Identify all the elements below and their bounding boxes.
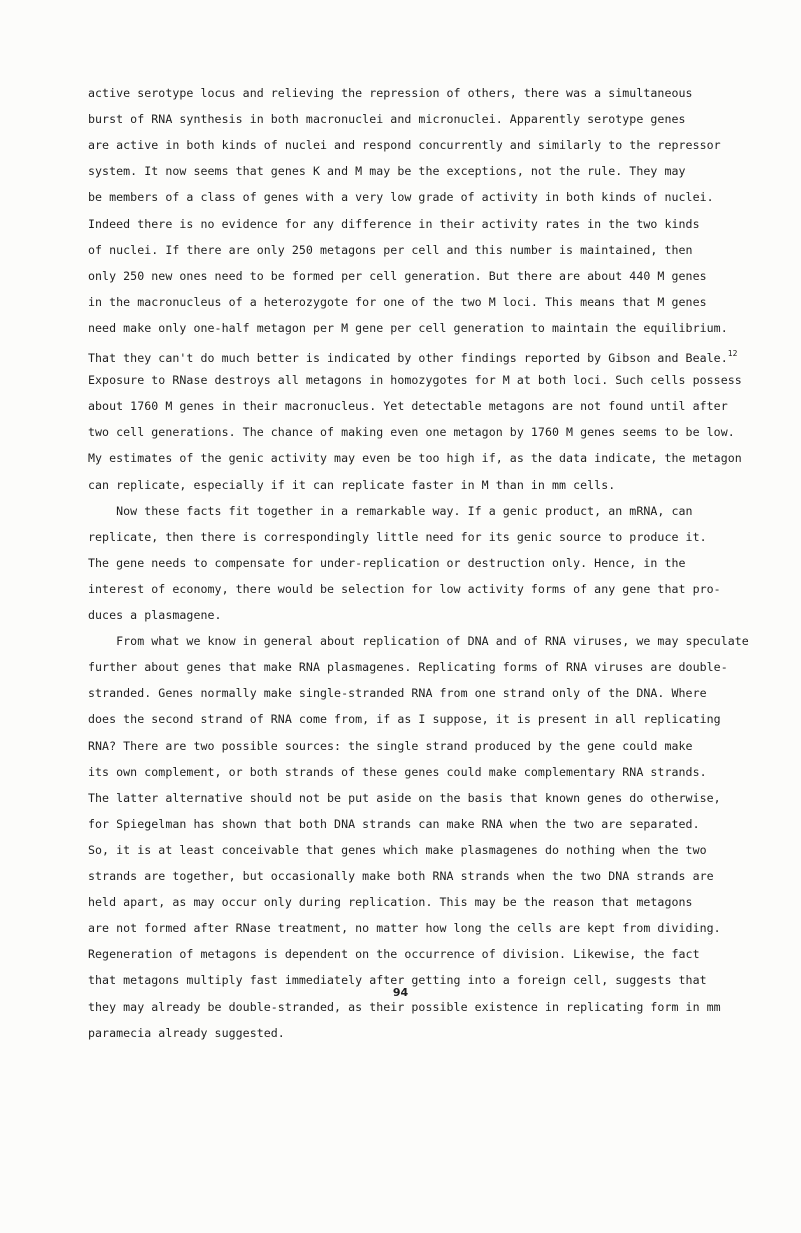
line-text: From what we know in general about replication of DNA and of RNA viruses, we may speculate [88,634,749,649]
text-line [88,269,778,283]
line-text: does the second strand of RNA come from, if as I suppose, it is present in all replicating [88,712,721,727]
text-line [88,634,778,648]
line-text: for Spiegelman has shown that both DNA strands can make RNA when the two are separated. [88,816,700,831]
text-line [88,138,778,152]
text-line [88,217,778,231]
text-line [88,478,778,492]
line-text: strands are together, but occasionally make both RNA strands when the two DNA strands are [88,869,714,883]
line-text: they may already be double-stranded, as their possible existence in replicating form in mm [88,999,721,1014]
text-line [88,765,778,779]
line-text: held apart, as may occur only during replication. This may be the reason that metagons [88,895,693,910]
text-line [88,243,778,257]
line-text: The latter alternative should not be put aside on the basis that known genes do otherwise, [88,790,721,805]
text-line [88,373,778,387]
line-text: interest of economy, there would be selection for low activity forms of any gene that pro- [88,581,721,596]
text-line [88,556,778,570]
text-line [88,869,778,883]
line-text: its own complement, or both strands of these genes could make complementary RNA strands. [88,764,707,779]
text-line [88,712,778,726]
text-line [88,1026,778,1040]
text-line [88,347,778,365]
line-text: about 1760 M genes in their macronucleus. Yet detectable metagons are not found until after [88,399,728,414]
line-text: paramecia already suggested. [88,1025,285,1040]
line-text: Indeed there is no evidence for any difference in their activity rates in the two kinds [88,216,700,231]
line-text: RNA? There are two possible sources: the single strand produced by the gene could make [88,738,693,753]
text-line [88,399,778,413]
line-text: My estimates of the genic activity may even be too high if, as the data indicate, the metagon [88,451,742,466]
text-line [88,321,778,335]
footnote-reference: 12 [727,349,738,358]
text-line [88,86,778,100]
text-line [88,921,778,935]
line-text: that metagons multiply fast immediately after getting into a foreign cell, suggests that [88,973,707,988]
text-line [88,1000,778,1014]
line-text: can replicate, especially if it can replicate faster in M than in mm cells. [88,477,616,492]
text-line [88,504,778,518]
text-line [88,739,778,753]
text-line [88,791,778,805]
line-text: So, it is at least conceivable that genes which make plasmagenes do nothing when the two [88,842,707,857]
line-text: replicate, then there is correspondingly little need for its genic source to produce it. [88,529,707,544]
line-text: only 250 new ones need to be formed per cell generation. But there are about 440 M genes [88,268,707,283]
text-line [88,112,778,126]
line-text: are active in both kinds of nuclei and respond concurrently and similarly to the repressor [88,138,721,153]
line-text: Exposure to RNase destroys all metagons in homozygotes for M at both loci. Such cells possess [88,373,742,388]
line-text: The gene needs to compensate for under-replication or destruction only. Hence, in the [88,555,686,570]
line-text: stranded. Genes normally make single-stranded RNA from one strand only of the DNA. Where [88,686,707,701]
line-text: in the macronucleus of a heterozygote for one of the two M loci. This means that M genes [88,294,707,309]
text-line [88,817,778,831]
text-line [88,425,778,439]
line-text: duces a plasmagene. [88,608,222,622]
line-text: Now these facts fit together in a remarkable way. If a genic product, an mRNA, can [88,503,693,518]
text-line [88,530,778,544]
line-text: of nuclei. If there are only 250 metagons per cell and this number is maintained, then [88,242,693,257]
text-line [88,660,778,674]
text-line [88,190,778,204]
line-text: active serotype locus and relieving the repression of others, there was a simultaneous [88,86,693,100]
line-text: system. It now seems that genes K and M may be the exceptions, not the rule. They may [88,164,686,179]
text-line [88,947,778,961]
text-line [88,843,778,857]
text-line [88,164,778,178]
line-text: That they can't do much better is indicated by other findings reported by Gibson and Beale. [88,351,728,365]
text-line [88,582,778,596]
text-line [88,686,778,700]
text-line [88,295,778,309]
line-text: be members of a class of genes with a very low grade of activity in both kinds of nuclei. [88,190,714,205]
line-text: Regeneration of metagons is dependent on the occurrence of division. Likewise, the fact [88,947,700,962]
line-text: need make only one-half metagon per M gene per cell generation to maintain the equilibrium. [88,320,728,335]
line-text: are not formed after RNase treatment, no matter how long the cells are kept from dividing. [88,921,721,936]
text-line [88,608,778,622]
text-line [88,895,778,909]
text-line [88,451,778,465]
page-number: 94 [392,986,409,999]
line-text: further about genes that make RNA plasmagenes. Replicating forms of RNA viruses are double- [88,660,728,675]
line-text: two cell generations. The chance of making even one metagon by 1760 M genes seems to be low. [88,425,735,440]
line-text: burst of RNA synthesis in both macronuclei and micronuclei. Apparently serotype genes [88,112,686,127]
